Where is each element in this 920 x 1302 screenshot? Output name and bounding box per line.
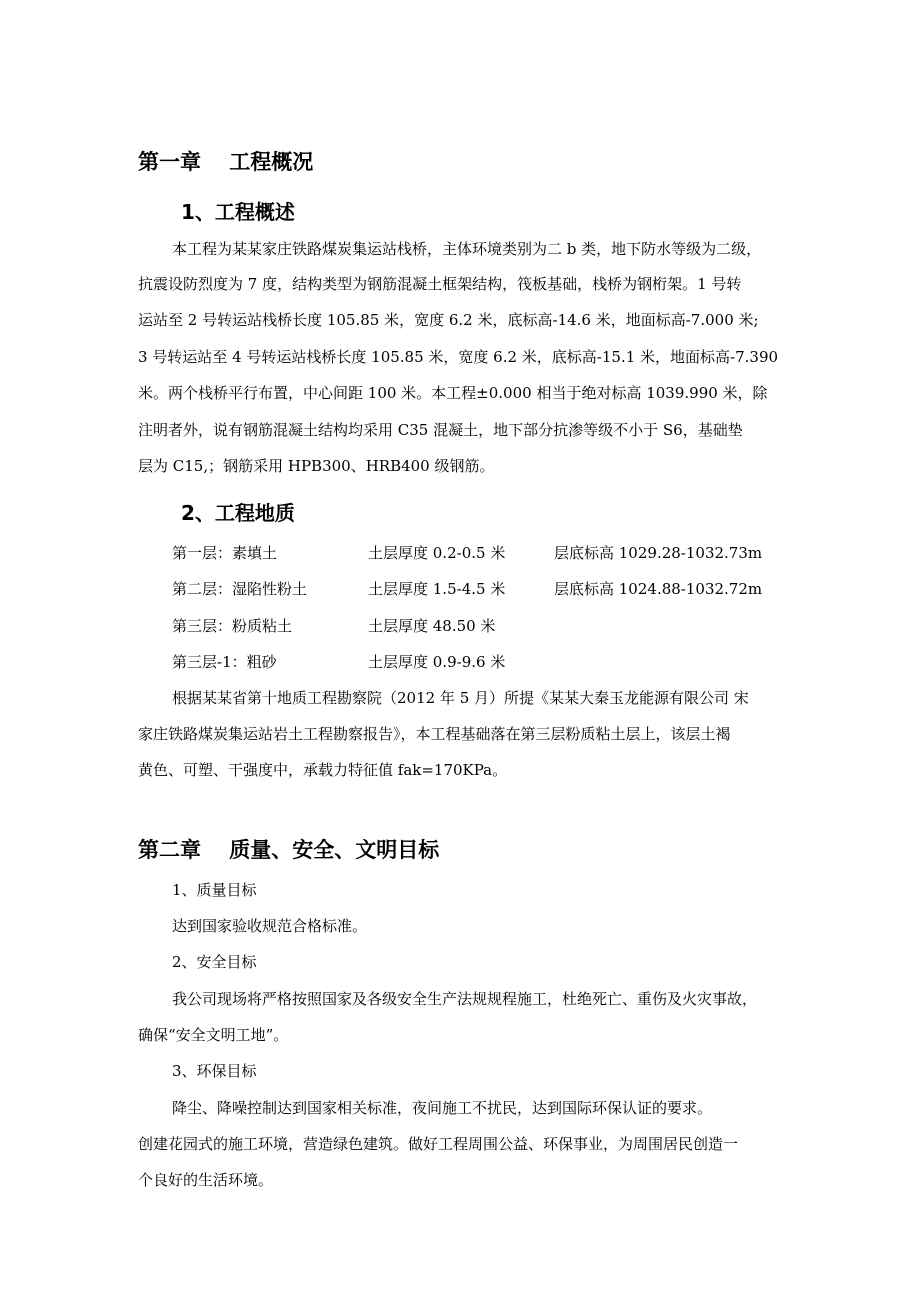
soil-layer-name: 第三层-1：粗砂 — [172, 653, 277, 671]
soil-layer-elevation: 层底标高 1024.88-1032.72m — [554, 580, 763, 598]
geology-line-1: 根据某某省第十地质工程勘察院（2012 年 5 月）所提《某某大秦玉龙能源有限公司 宋 — [172, 689, 749, 707]
overview-line-7: 层为 C15,；钢筋采用 HPB300、HRB400 级钢筋。 — [138, 457, 495, 475]
soil-layer-name: 第三层：粉质粘土 — [172, 617, 293, 635]
soil-layer-row — [172, 651, 792, 687]
environment-goal-line-1: 降尘、降噪控制达到国家相关标准，夜间施工不扰民，达到国际环保认证的要求。 — [172, 1099, 713, 1117]
geology-line-2: 家庄铁路煤炭集运站岩土工程勘察报告》，本工程基础落在第三层粉质粘土层上，该层土褐 — [138, 725, 731, 743]
soil-layer-row — [172, 615, 792, 651]
overview-line-4: 3 号转运站至 4 号转运站栈桥长度 105.85 米，宽度 6.2 米，底标高-15.1 米，地面标高-7.390 — [138, 348, 779, 366]
quality-goal-heading: 1、质量目标 — [172, 881, 257, 899]
overview-line-2: 抗震设防烈度为 7 度，结构类型为钢筋混凝土框架结构，筏板基础，栈桥为钢桁架。1 号转 — [138, 275, 742, 293]
overview-line-5: 米。两个栈桥平行布置，中心间距 100 米。本工程±0.000 相当于绝对标高 1039.990 米，除 — [138, 384, 768, 402]
soil-layer-name: 第二层：湿陷性粉土 — [172, 580, 308, 598]
environment-goal-line-2: 创建花园式的施工环境，营造绿色建筑。做好工程周围公益、环保事业，为周围居民创造一 — [138, 1135, 739, 1153]
environment-goal-line-3: 个良好的生活环境。 — [138, 1171, 274, 1189]
soil-layer-name: 第一层：素填土 — [172, 544, 278, 562]
safety-goal-heading: 2、安全目标 — [172, 953, 257, 971]
soil-layer-elevation: 层底标高 1029.28-1032.73m — [554, 544, 763, 562]
soil-layer-thickness: 土层厚度 0.2-0.5 米 — [368, 544, 506, 562]
soil-layer-row — [172, 542, 792, 578]
section2-title: 2、工程地质 — [181, 501, 295, 525]
overview-line-6: 注明者外，说有钢筋混凝土结构均采用 C35 混凝土，地下部分抗渗等级不小于 S6，基础垫 — [138, 421, 743, 439]
safety-goal-line-2: 确保“安全文明工地”。 — [138, 1026, 289, 1044]
soil-layer-row — [172, 578, 792, 614]
overview-line-3: 运站至 2 号转运站栈桥长度 105.85 米，宽度 6.2 米，底标高-14.6 米，地面标高-7.000 米; — [138, 311, 759, 329]
chapter1-title: 第一章 工程概况 — [138, 150, 314, 174]
geology-line-3: 黄色、可塑、干强度中，承载力特征值 fak=170KPa。 — [138, 761, 508, 779]
soil-layer-thickness: 土层厚度 0.9-9.6 米 — [368, 653, 506, 671]
environment-goal-heading: 3、环保目标 — [172, 1062, 257, 1080]
section1-title: 1、工程概述 — [181, 200, 295, 224]
overview-line-1: 本工程为某某家庄铁路煤炭集运站栈桥，主体环境类别为二 b 类，地下防水等级为二级， — [172, 240, 762, 258]
soil-layer-thickness: 土层厚度 48.50 米 — [368, 617, 496, 635]
soil-layer-thickness: 土层厚度 1.5-4.5 米 — [368, 580, 506, 598]
quality-goal-text: 达到国家验收规范合格标准。 — [172, 917, 368, 935]
safety-goal-line-1: 我公司现场将严格按照国家及各级安全生产法规规程施工，杜绝死亡、重伤及火灾事故， — [172, 990, 758, 1008]
chapter2-title: 第二章 质量、安全、文明目标 — [138, 838, 440, 862]
